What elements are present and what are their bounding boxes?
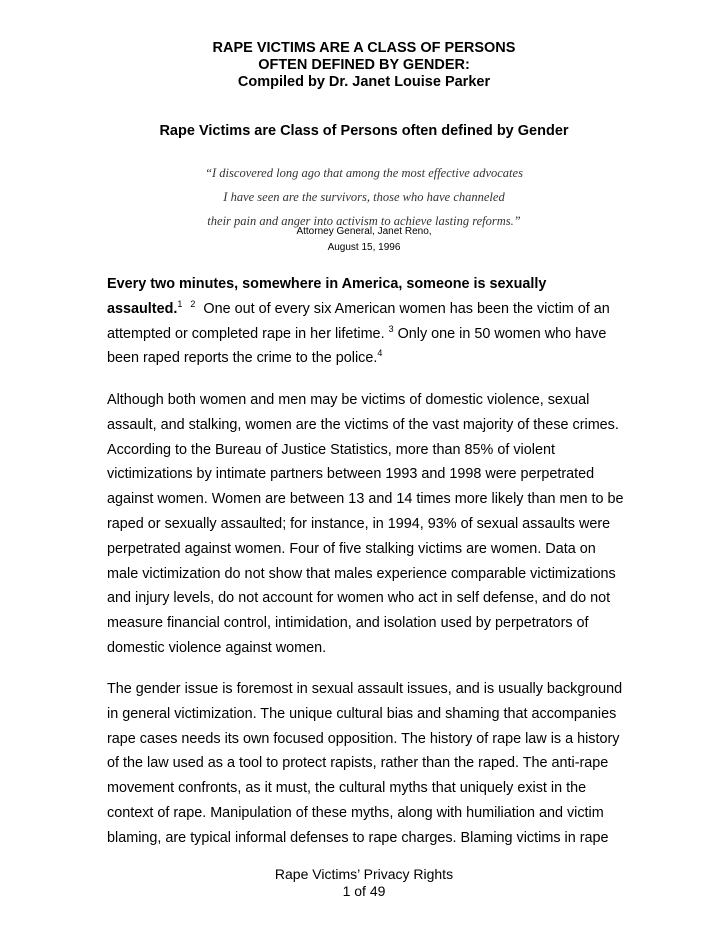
paragraph-3-line: in general victimization. The unique cultural bias and shaming that accompanies (107, 705, 617, 722)
paragraph-1 (107, 272, 627, 371)
paragraph-2-line: male victimization do not show that males experience comparable victimizations (107, 565, 616, 582)
paragraph-2-line: domestic violence against women. (107, 639, 327, 656)
paragraph-2-line: Although both women and men may be victims of domestic violence, sexual (107, 392, 590, 408)
paragraph-2-line: victimizations by intimate partners between 1993 and 1998 were perpetrated (107, 466, 595, 483)
assaulted-bold-text: assaulted. (107, 300, 178, 317)
paragraph-2-line: perpetrated against women. Four of five stalking victims are women. Data on (107, 540, 596, 557)
paragraph-1-line-2 (107, 297, 627, 322)
footnote-ref-1: 1 (177, 298, 183, 309)
footnote-ref-4: 4 (377, 348, 383, 359)
paragraph-1-line-4-text: been raped reports the crime to the police. (107, 350, 378, 367)
paragraph-2 (107, 388, 627, 661)
paragraph-3-line: blaming, are typical informal defenses to rape charges. Blaming victims in rape (107, 829, 609, 846)
footer-title: Rape Victims’ Privacy Rights (274, 866, 454, 882)
paragraph-3 (107, 677, 627, 851)
quote-attribution (0, 224, 728, 256)
header-title-line-2: OFTEN DEFINED BY GENDER: (258, 57, 470, 73)
paragraph-2-line: assault, and stalking, women are the victims of the vast majority of these crimes. (107, 416, 619, 433)
quote-line-2: I have seen are the survivors, those who have channeled (223, 190, 505, 204)
paragraph-2-line: against women. Women are between 13 and 14 times more likely than men to be (107, 491, 624, 508)
paragraph-1-line-1: Every two minutes, somewhere in America, someone is sexually (107, 276, 547, 292)
paragraph-2-line: According to the Bureau of Justice Statistics, more than 85% of violent (107, 441, 555, 458)
header-title-line-1: RAPE VICTIMS ARE A CLASS OF PERSONS (212, 40, 516, 56)
quote-line-3: their pain and anger into activism to achieve lasting reforms.” (207, 214, 521, 228)
paragraph-3-line: of the law used as a tool to protect rapists, rather than the raped. The anti-rape (107, 755, 609, 772)
paragraph-1-line-3 (107, 322, 627, 347)
page-number: 1 of 49 (342, 883, 386, 899)
paragraph-1-line-2-text: One out of every six American women has been the victim of an (203, 300, 610, 317)
paragraph-2-line: and injury levels, do not account for women who act in self defense, and do not (107, 590, 611, 607)
paragraph-3-line: rape cases needs its own focused opposition. The history of rape law is a history (107, 730, 620, 747)
paragraph-3-line: movement confronts, as it must, the cultural myths that uniquely exist in the (107, 780, 587, 797)
footnote-ref-3: 3 (388, 323, 394, 334)
paragraph-1-line-3a: attempted or completed rape in her lifetime. (107, 325, 385, 342)
quote-line-1: “I discovered long ago that among the most effective advocates (205, 166, 523, 180)
page-footer (0, 866, 728, 900)
attribution-date: August 15, 1996 (327, 242, 401, 253)
epigraph-quote (0, 161, 728, 233)
paragraph-3-line: context of rape. Manipulation of these myths, along with humiliation and victim (107, 804, 604, 821)
paragraph-1-line-3b: Only one in 50 women who have (397, 325, 607, 342)
attribution-name: Attorney General, Janet Reno, (296, 226, 432, 237)
paragraph-2-line: raped or sexually assaulted; for instance, in 1994, 93% of sexual assaults were (107, 515, 611, 532)
footnote-ref-2: 2 (190, 298, 196, 309)
paragraph-3-line: The gender issue is foremost in sexual assault issues, and is usually background (107, 681, 623, 697)
paragraph-2-line: measure financial control, intimidation, and isolation used by perpetrators of (107, 615, 589, 632)
document-subtitle: Rape Victims are Class of Persons often defined by Gender (159, 123, 569, 139)
paragraph-1-line-4 (107, 346, 627, 371)
header-author-line: Compiled by Dr. Janet Louise Parker (237, 74, 491, 90)
document-header (0, 40, 728, 91)
